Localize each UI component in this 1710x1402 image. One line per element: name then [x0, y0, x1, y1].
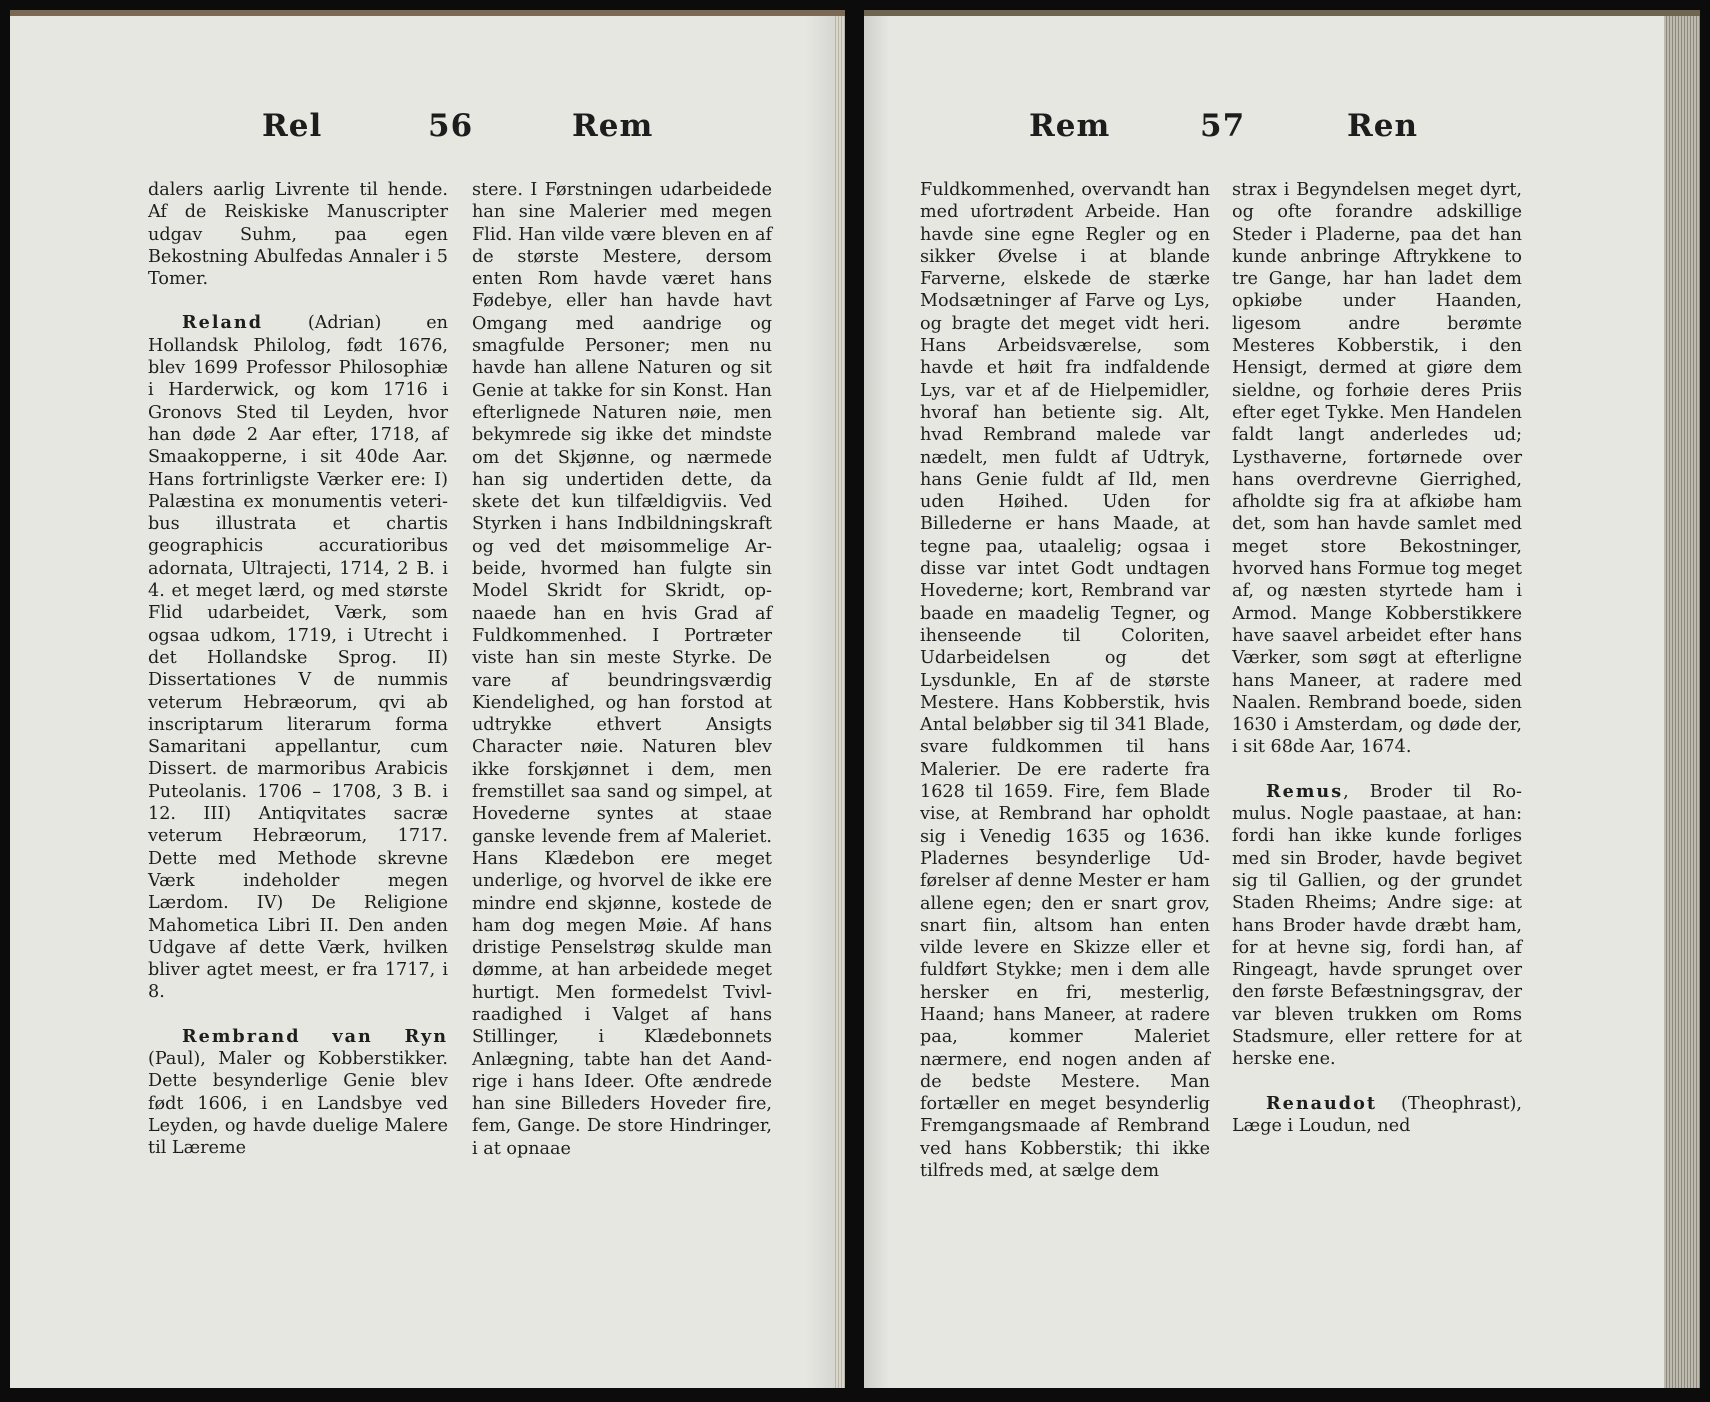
running-head-left: Rem: [1029, 108, 1111, 144]
running-head-right: Ren: [1347, 108, 1419, 144]
page-number: 57: [1200, 108, 1246, 144]
entry-rembrand: [148, 1026, 448, 1160]
entry-headword: Remus: [1266, 780, 1344, 802]
entry-text: (Paul), Maler og Kobberstikker. Dette besynderlige Genie blev født 1606, i en Landsbye ved Leyden, og havde duelige Malere til Læreme: [148, 1048, 448, 1159]
running-head-left: Rel: [262, 108, 323, 144]
gutter-shadow: [864, 16, 890, 1388]
entry-reland: [148, 312, 448, 1003]
left-column-1: [148, 179, 448, 1159]
right-column-1: [920, 179, 1210, 1182]
right-column-2: [1232, 179, 1522, 1137]
left-page: [10, 10, 845, 1388]
entry-renaudot: [1232, 1093, 1522, 1138]
entry-headword: Rembrand van Ryn: [182, 1025, 448, 1047]
continuation-text: stere. I Førstningen udarbeidede han sine Malerier med megen Flid. Han vilde være bleven en af de største Mestere, dersom enten Rom havde været hans Fødebye, eller han havde havt Omgang med aandrige og smagfulde Personer; men nu havde han allene Naturen og sit Genie at takke for sin Konst. Han efterlignede Naturen nøie, men bekymrede sig ikke det mindste om det Skjønne, og nærmede han sig undertiden dette, da skete det kun tilfældigviis. Ved Styrken i hans Indbildningskraft og ved det møisommelige Arbeide, hvormed han fulgte sin Model Skridt for Skridt, opnaaede han en hvis Grad af Fuldkommenhed. I Portræter viste han sin meste Styrke. De vare af beundringsværdig Kiendelighed, og han forstod at udtrykke ethvert Ansigts Character nøie. Naturen blev ikke forskjønnet i dem, men fremstillet saa sand og simpel, at Hovederne syntes at staae ganske levende frem af Maleriet. Hans Klædebon ere meget underlige, og hvorvel de ikke ere mindre end skjønne, kostede de ham dog megen Møie. Af hans dristige Penselstrøg skulde man dømme, at han arbeidede meget hurtigt. Men formedelst Tvivlraadighed i Valget af hans Stillinger, i Klædebonnets Anlægning, tabte han det Aandrige i hans Ideer. Ofte ændrede han sine Billeders Hoveder fire, fem, Gange. De store Hindringer, i at opnaae: [472, 180, 772, 1159]
page-edge: [1664, 16, 1700, 1388]
running-head-right: Rem: [572, 108, 654, 144]
entry-headword: Renaudot: [1266, 1092, 1377, 1114]
continuation-text: Fuldkommenhed, overvandt han med ufortrødent Arbeide. Han havde sine egne Regler og en sikker Øvelse i at blande Farverne, elskede de stærke Modsætninger af Farve og Lys, og bragte det meget vidt heri. Hans Arbeidsværelse, som havde et høit fra indfaldende Lys, var et af de Hielpemidler, hvoraf han betiente sig. Alt, hvad Rembrand malede var nædelt, men fuldt af Udtryk, hans Genie fuldt af Ild, men uden Høihed. Uden for Billederne er hans Maade, at tegne paa, utaalelig; ogsaa i disse var intet Godt undtagen Hovederne; kort, Rembrand var baade en maadelig Tegner, og ihenseende til Coloriten, Udarbeidelsen og det Lysdunkle, En af de største Mestere. Hans Kobberstik, hvis Antal beløbber sig til 341 Blade, svare fuldkommen til hans Malerier. De ere raderte fra 1628 til 1659. Fire, fem Blade vise, at Rembrand har opholdt sig i Venedig 1635 og 1636. Pladernes besynderlige Udførelser af denne Mester er ham allene egen; den er snart grov, snart fiin, altsom han enten vilde levere en Skizze eller et fuldført Stykke; men i dem alle hersker en fri, mesterlig, Haand; hans Maneer, at radere paa, kommer Maleriet nærmere, end nogen anden af de bedste Mestere. Man fortæller en meget besynderlig Fremgangsmaade af Rembrand ved hans Kobberstik; thi ikke tilfreds med, at sælge dem: [920, 180, 1210, 1182]
entry-text: (Theophrast), Læge i Loudun, ned: [1232, 1093, 1522, 1136]
page-edge: [833, 16, 845, 1388]
right-page: [864, 10, 1700, 1388]
page-number: 56: [428, 108, 474, 144]
continuation-text: strax i Begyndelsen meget dyrt, og ofte forandre adskillige Steder i Pladerne, paa det han kunde anbringe Aftrykkene to tre Gange, har han ladet dem opkiøbe under Haanden, ligesom andre berømte Mesteres Kobberstik, i den Hensigt, dermed at giøre dem sieldne, og forhøie deres Priis efter eget Tykke. Men Handelen faldt langt anderledes ud; Lysthaverne, fortørnede over hans overdrevne Gierrighed, afholdte sig fra at afkiøbe ham det, som han havde samlet med meget store Bekostninger, hvorved hans Formue tog meget af, og næsten styrtede ham i Armod. Mange Kobberstikkere have saavel arbeidet efter hans Værker, som søgt at efterligne hans Maneer, at radere med Naalen. Rembrand boede, siden 1630 i Amsterdam, og døde der, i sit 68de Aar, 1674.: [1232, 180, 1522, 758]
entry-headword: Reland: [182, 312, 263, 334]
continuation-text: dalers aarlig Livrente til hende. Af de Reiskiske Manuscripter udgav Suhm, paa egen Bekostning Abulfedas Annaler i 5 Tomer.: [148, 180, 448, 290]
left-column-2: [472, 179, 772, 1160]
entry-text: , Broder til Romulus. Nogle paastaae, at han: fordi han ikke kunde forliges med sin Broder, havde begivet sig til Gallien, og der grundet Staden Rheims; Andre sige: at hans Broder havde dræbt ham, for at hevne sig, fordi han, af Ringeagt, havde sprunget over den første Befæstningsgrav, der var bleven trukken om Roms Stadsmure, eller rettere for at herske ene.: [1232, 781, 1522, 1070]
entry-text: (Adrian) en Hollandsk Philolog, født 1676, blev 1699 Professor Philosophiæ i Harderwick, og kom 1716 i Gronovs Sted til Leyden, hvor han døde 2 Aar efter, 1718, af Smaakopperne, i sit 40de Aar. Hans fortrinligste Værker ere: I) Palæstina ex monumentis veteribus illustrata et chartis geographicis accuratioribus adornata, Ultrajecti, 1714, 2 B. i 4. et meget lærd, og med største Flid udarbeidet, Værk, som ogsaa udkom, 1719, i Utrecht i det Hollandske Sprog. II) Dissertationes V de nummis veterum Hebræorum, qvi ab inscriptarum literarum forma Samaritani appellantur, cum Dissert. de marmoribus Arabicis Puteolanis. 1706 – 1708, 3 B. i 12. III) Antiqvitates sacræ veterum Hebræorum, 1717. Dette med Methode skrevne Værk indeholder megen Lærdom. IV) De Religione Mahometica Libri II. Den anden Udgave af dette Værk, hvilken bliver agtet meest, er fra 1717, i 8.: [148, 313, 448, 1003]
entry-remus: [1232, 781, 1522, 1071]
